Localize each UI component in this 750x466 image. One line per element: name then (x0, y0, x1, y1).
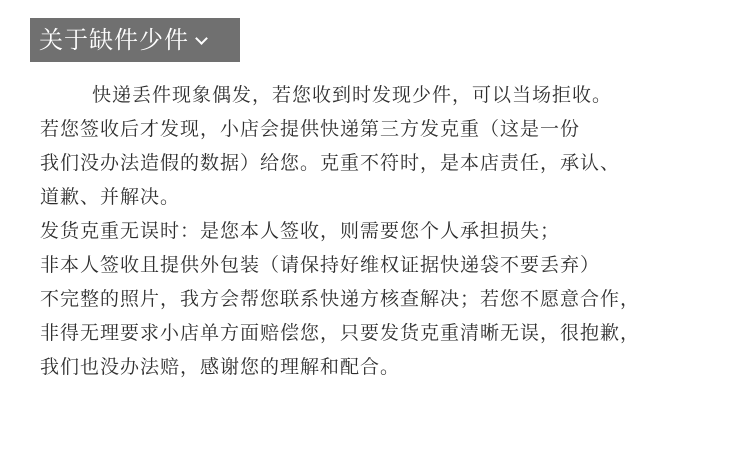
notice-line: 我们也没办法赔，感谢您的理解和配合。 (40, 356, 401, 378)
notice-line: 发货克重无误时：是您本人签收，则需要您个人承担损失； (40, 220, 561, 242)
notice-line: 非得无理要求小店单方面赔偿您，只要发货克重清晰无误，很抱歉， (40, 322, 641, 344)
section-heading[interactable] (30, 18, 240, 62)
notice-line: 快递丢件现象偶发，若您收到时发现少件，可以当场拒收。 (92, 84, 613, 106)
notice-line: 非本人签收且提供外包装（请保持好维权证据快递袋不要丢弃） (40, 254, 601, 276)
notice-line: 我们没办法造假的数据）给您。克重不符时，是本店责任，承认、 (40, 152, 621, 174)
chevron-down-icon (195, 32, 208, 45)
notice-body (40, 84, 740, 390)
notice-line: 道歉、并解决。 (40, 186, 181, 208)
notice-line: 若您签收后才发现，小店会提供快递第三方发克重（这是一份 (40, 118, 581, 140)
notice-line: 不完整的照片，我方会帮您联系快递方核查解决；若您不愿意合作， (40, 288, 641, 310)
section-heading-title: 关于缺件少件 (39, 26, 189, 54)
